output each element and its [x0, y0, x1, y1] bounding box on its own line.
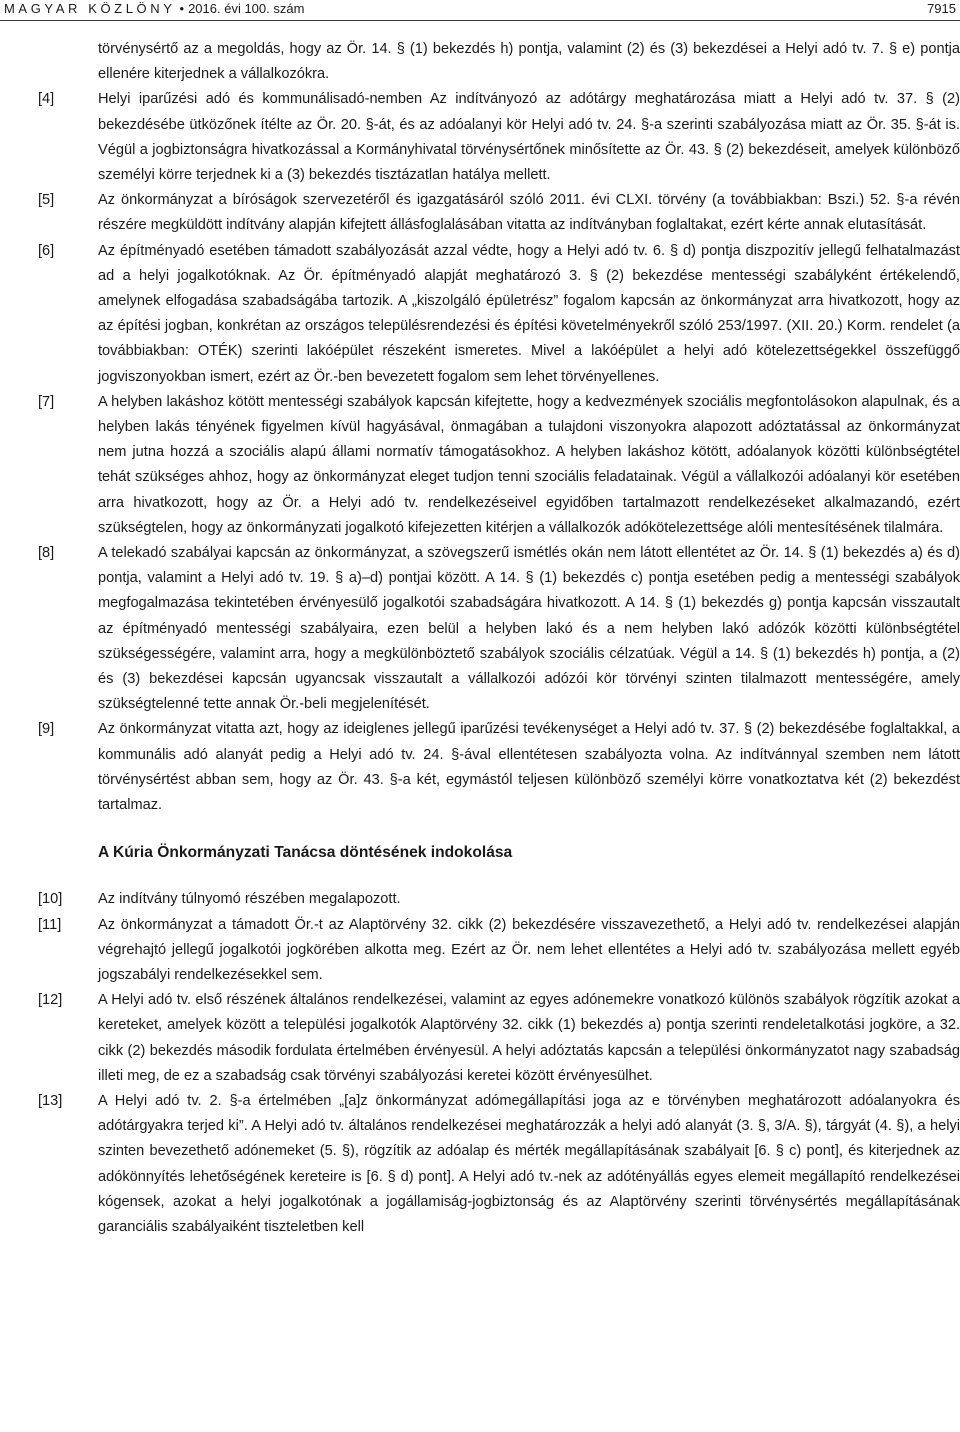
paragraph: [0, 390, 960, 541]
paragraph-number: [6]: [38, 242, 55, 259]
paragraph-number: [11]: [38, 916, 62, 933]
paragraph-number: [7]: [38, 393, 55, 410]
paragraph-text: Az építményadó esetében támadott szabályozását azzal védte, hogy a Helyi adó tv. 6. § d) pontja diszpozitív jellegű felhatalmazást ad a helyi jogalkotóknak. Az Ör. építményadó alapját meghatározó 3. § (2) bekezdése mentességi szabályként értékelendő, amelynek elfogadása szabadságába tartozik. A „kiszolgáló épületrész” fogalom kapcsán az önkormányzat arra hivatkozott, hogy az az építési jogban, konkrétan az országos településrendezési és építési követelményekről szóló 253/1997. (XII. 20.) Korm. rendelet (a továbbiakban: OTÉK) szerinti lakóépület részeként ismeretes. Mivel a lakóépület a helyi adó kötelezettségekkel összefüggő jogviszonyokban ismert, ezért az Ör.-ben bevezetett fogalom sem lehet törvényellenes.: [98, 242, 960, 385]
paragraph: [0, 717, 960, 818]
paragraph: [0, 1089, 960, 1240]
section-heading: A Kúria Önkormányzati Tanácsa döntésének indokolása: [98, 844, 513, 862]
header-rule: [0, 20, 960, 21]
paragraph: [0, 913, 960, 989]
paragraph: [0, 188, 960, 238]
paragraph-text: Az önkormányzat a támadott Ör.-t az Alaptörvény 32. cikk (2) bekezdésére visszavezethető, a Helyi adó tv. rendelkezései alapján végrehajtó jellegű jogalkotói jogkörében alkotta meg. Ezért az Ör. nem lehet ellentétes a Helyi adó tv. szabályozása mellett egyéb jogszabályi rendelkezésekkel sem.: [98, 916, 960, 983]
publication-name: MAGYAR KÖZLÖNY: [4, 1, 176, 16]
paragraph-number: [13]: [38, 1092, 63, 1109]
header-left: [4, 1, 304, 16]
paragraph-text: Az indítvány túlnyomó részében megalapozott.: [98, 891, 401, 908]
paragraph: [0, 239, 960, 390]
paragraph-text: A telekadó szabályai kapcsán az önkormányzat, a szövegszerű ismétlés okán nem látott ellentétet az Ör. 14. § (1) bekezdés a) és d) pontja, valamint a Helyi adó tv. 19. § a)–d) pontjai között. A 14. § (1) bekezdés c) pontja esetében pedig a mentességi szabályok megfogalmazása tekintetében érvényesülő jogalkotói szabadságára hivatkozott. A 14. § (1) bekezdés g) pontja kapcsán visszautalt az építményadó mentességi szabályaira, ezen belül a helyben lakó és a nem helyben lakó adózók közötti különbségtétel szükségességére, valamint arra, hogy a megkülönböztető szabályok szociális célzatúak. Végül a 14. § (1) bekezdés h) pontja, a (2) és (3) bekezdései kapcsán ugyancsak visszautalt a vállalkozói adózói kör törvényi szinten tilalmazott mentességére, amely szükségtelenné tette annak Ör.-beli megjelenítését.: [98, 545, 960, 713]
paragraph-text: Helyi iparűzési adó és kommunálisadó-nemben Az indítványozó az adótárgy meghatározása miatt a Helyi adó tv. 37. § (2) bekezdésébe ütközőnek ítélte az Ör. 20. §-át, és az adóalanyi kör Helyi adó tv. 24. §-a szerinti szabályozása miatt az Ör. 35. §-át is. Végül a jogbiztonságra hivatkozással a Kormányhivatal törvénysértőnek minősítette az Ör. 43. § (2) bekezdéseit, amelyek különböző személyi körre terjednek ki a (3) bekezdés tisztázatlan hatálya mellett.: [98, 91, 960, 184]
paragraphs-after: [0, 887, 960, 1240]
issue-label: 2016. évi 100. szám: [188, 1, 305, 16]
page-header: [0, 0, 960, 24]
paragraph-number: [5]: [38, 192, 55, 209]
page-number: 7915: [927, 1, 956, 16]
paragraph-number: [4]: [38, 91, 55, 108]
paragraph: [0, 988, 960, 1089]
paragraph-text: A Helyi adó tv. 2. §-a értelmében „[a]z önkormányzat adómegállapítási joga az e törvényben meghatározott adóalanyokra és adótárgyakra terjed ki”. A Helyi adó tv. általános rendelkezései meghatározzák a helyi adó alanyát (3. §, 3/A. §), tárgyát (4. §), a helyi szinten bevezethető adónemeket (5. §), rögzítik az adóalap és mérték megállapításának szabályait [6. § c) pont], és kiterjednek az adókönnyítés lehetőségének kereteire is [6. § d) pont]. A Helyi adó tv.-nek az adótényállás egyes elemeit megállapító rendelkezései kógensek, azokat a helyi jogalkotónak a jogállamiság-jogbiztonság és az Alaptörvény szerinti törvénysértés megállapításának garanciális szabályaiként tiszteletben kell: [98, 1092, 960, 1235]
paragraph: [0, 37, 960, 87]
paragraph: [0, 87, 960, 188]
paragraph-number: [9]: [38, 721, 55, 738]
paragraph: [0, 887, 960, 912]
paragraph-number: [8]: [38, 545, 55, 562]
paragraph-text: A helyben lakáshoz kötött mentességi szabályok kapcsán kifejtette, hogy a kedvezmények szociális megfontolásokon alapulnak, és a helyben lakás tényének figyelmen kívül hagyásával, önmagában a tulajdoni viszonyokra alapozott adóztatással az önkormányzat nem jutna hozzá a szociális alapú állami normatív támogatásokhoz. A helyben lakáshoz kötött, adóalanyok közötti különbségtétel tehát szükséges ahhoz, hogy az önkormányzat eleget tudjon tenni szociális feladatainak. Végül a vállalkozói adóalanyi kör esetében arra hivatkozott, hogy az Ör. a Helyi adó tv. rendelkezéseivel egyidőben tartalmazott rendelkezéseket alkalmazandó, ezért szükségtelen, hogy az önkormányzati jogalkotó kifejezetten kitérjen a vállalkozók adókötelezettsége alóli mentesítésének tilalmára.: [98, 393, 960, 536]
paragraph-text: Az önkormányzat vitatta azt, hogy az ideiglenes jellegű iparűzési tevékenységet a Helyi adó tv. 37. § (2) bekezdésébe foglaltakkal, a kommunális adó alanyát pedig a Helyi adó tv. 24. §-ával ellentétesen szabályozta volna. Az indítvánnyal szemben nem látott törvénysértést abban sem, hogy az Ör. 43. §-a két, egymástól teljesen különböző személyi körre vonatkoztatva két (2) bekezdést tartalmaz.: [98, 721, 960, 814]
header-separator: •: [179, 1, 185, 16]
document-body: [0, 37, 960, 1240]
paragraph-number: [12]: [38, 992, 63, 1009]
paragraph: [0, 541, 960, 717]
paragraph-text: Az önkormányzat a bíróságok szervezetéről és igazgatásáról szóló 2011. évi CLXI. törvény (a továbbiakban: Bszi.) 52. §-a révén részére megküldött indítvány alapján kifejtett állásfoglalásában vitatta az indítványban foglaltakat, ezért kérte annak elutasítását.: [98, 192, 960, 234]
paragraph-text: törvénysértő az a megoldás, hogy az Ör. 14. § (1) bekezdés h) pontja, valamint (2) és (3) bekezdései a Helyi adó tv. 7. § e) pontja ellenére kiterjednek a vállalkozókra.: [98, 41, 960, 83]
paragraph-text: A Helyi adó tv. első részének általános rendelkezései, valamint az egyes adónemekre vonatkozó különös szabályok rögzítik azokat a kereteket, amelyek között a települési jogalkotók Alaptörvény 32. cikk (1) bekezdés a) pontja szerinti rendeletalkotási jogköre, a 32. cikk (2) bekezdés második fordulata értelmében érvényesül. A helyi adóztatás kapcsán a települési önkormányzatot nagy szabadság illeti meg, de ez a szabadság csak törvényi szabályozási keretei között érvényesülhet.: [98, 992, 960, 1084]
paragraphs-before: [0, 37, 960, 818]
paragraph-number: [10]: [38, 891, 63, 908]
